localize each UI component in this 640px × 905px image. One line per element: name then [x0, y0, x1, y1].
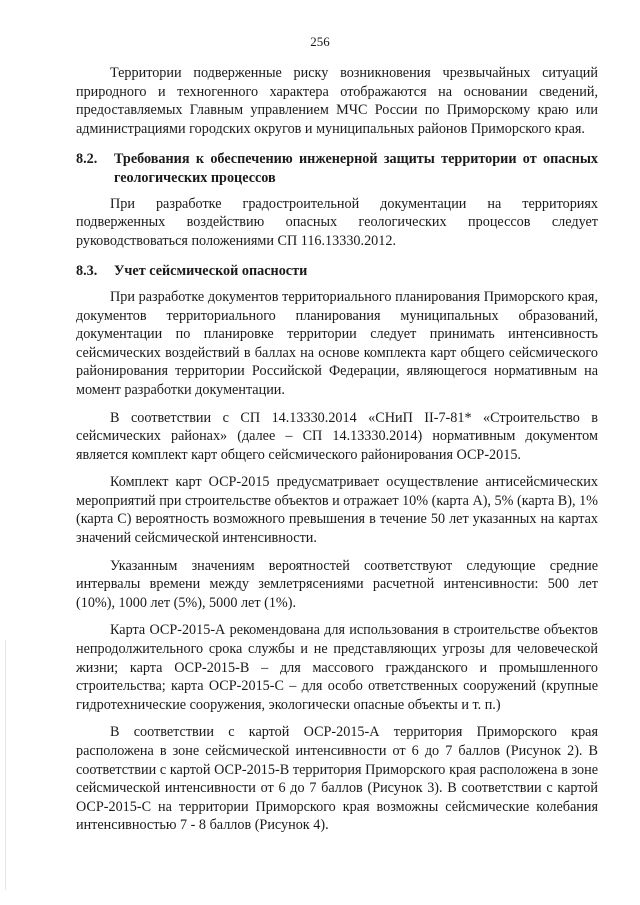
- scan-margin-line: [5, 640, 6, 890]
- page-number: 256: [310, 34, 330, 49]
- section-8-3-paragraph-1: При разработке документов территориального планирования Приморского края, документов территориального планирования муниципальных образований, документации по планировке территории следует принимать интенсивность сейсмических воздействий в баллах на основе комплекта карт общего сейсмического районирования территории Российской Федерации, являющегося нормативным на момент разработки документации.: [76, 288, 598, 398]
- page-content: [76, 64, 598, 835]
- section-8-2-heading: [76, 150, 598, 187]
- section-8-2-paragraph: При разработке градостроительной документации на территориях подверженных воздействию опасных геологических процессов следует руководствоваться положениями СП 116.13330.2012.: [76, 195, 598, 249]
- intro-paragraph: Территории подверженные риску возникновения чрезвычайных ситуаций природного и техногенного характера отображаются на основании сведений, предоставляемых Главным управлением МЧС России по Приморскому краю или администрациями городских округов и муниципальных районов Приморского края.: [76, 65, 598, 137]
- section-8-2-number: 8.2.: [76, 151, 98, 168]
- section-8-3-title: Учет сейсмической опасности: [114, 263, 308, 280]
- section-8-3-paragraph-6: В соответствии с картой ОСР-2015-А территория Приморского края расположена в зоне сейсмической интенсивности от 6 до 7 баллов (Рисунок 2). В соответствии с картой ОСР-2015-В территория Приморского края расположена в зоне сейсмической интенсивности от 6 до 7 баллов (Рисунок 3). В соответствии с картой ОСР-2015-С на территории Приморского края возможны сейсмические колебания интенсивностью 7 - 8 баллов (Рисунок 4).: [76, 724, 598, 834]
- section-8-3-paragraph-3: Комплект карт ОСР-2015 предусматривает осуществление антисейсмических мероприятий при строительстве объектов и отражает 10% (карта А), 5% (карта В), 1% (карта С) вероятность возможного превышения в течение 50 лет указанных на картах значений сейсмической интенсивности.: [76, 474, 598, 547]
- section-8-3-heading: [76, 262, 598, 281]
- section-8-3-number: 8.3.: [76, 263, 98, 280]
- section-8-3-paragraph-2: В соответствии с СП 14.13330.2014 «СНиП II-7-81* «Строительство в сейсмических районах» (далее – СП 14.13330.2014) нормативным документом является комплект карт общего сейсмического районирования ОСР-2015.: [76, 409, 598, 463]
- section-8-2-title: Требования к обеспечению инженерной защиты территории от опасных геологических процессов: [114, 151, 598, 186]
- section-8-3-paragraph-4: Указанным значениям вероятностей соответствуют следующие средние интервалы времени между землетрясениями расчетной интенсивности: 500 лет (10%), 1000 лет (5%), 5000 лет (1%).: [76, 557, 598, 611]
- section-8-3-paragraph-5: Карта ОСР-2015-А рекомендована для использования в строительстве объектов непродолжительного срока службы и не представляющих угрозы для человеческой жизни; карта ОСР-2015-В – для массового гражданского и промышленного строительства; карта ОСР-2015-С – для особо ответственных сооружений (крупные гидротехнические сооружения, экологически опасные объекты и т. п.): [76, 622, 598, 713]
